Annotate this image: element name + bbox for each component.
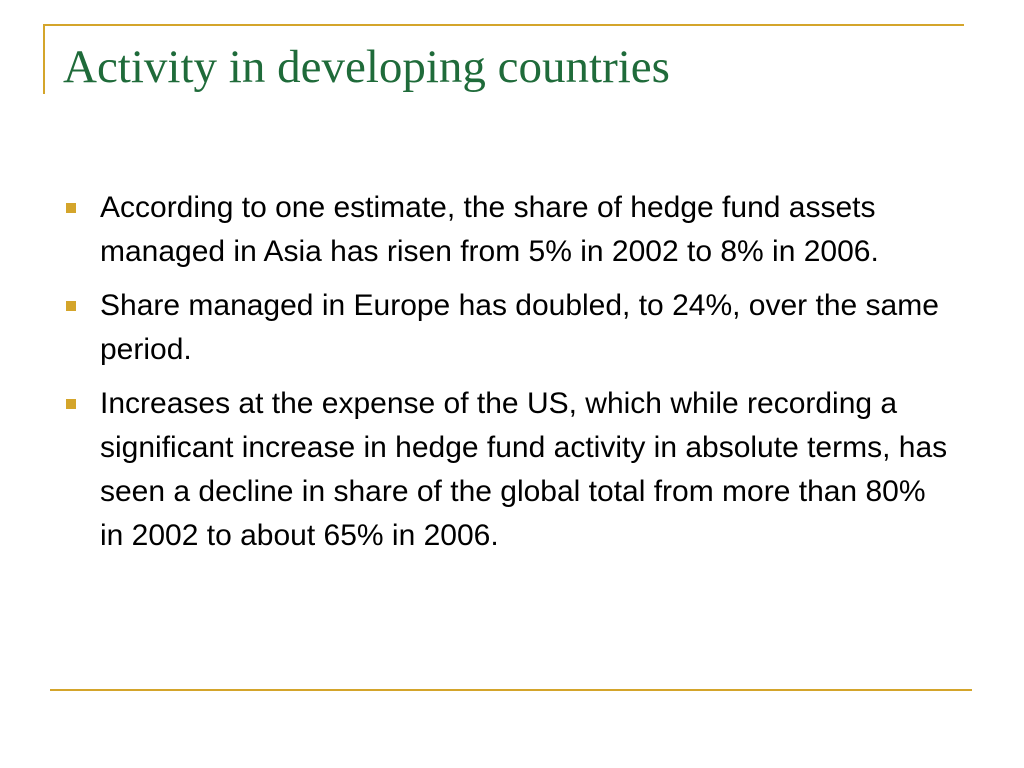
slide-title: Activity in developing countries	[63, 41, 670, 93]
bullet-text: According to one estimate, the share of hedge fund assets managed in Asia has risen from 5% in 2002 to 8% in 2006.	[100, 191, 879, 268]
bottom-rule	[50, 689, 972, 691]
bullet-text: Share managed in Europe has doubled, to 24%, over the same period.	[100, 289, 939, 366]
bullet-text: Increases at the expense of the US, which while recording a significant increase in hedge fund activity in absolute terms, has seen a decline in share of the global total from more than 80% in 2002 to about 65% in 2006.	[100, 387, 948, 552]
top-rule	[43, 24, 964, 26]
bullet-square-icon	[66, 399, 76, 409]
bullet-item	[62, 382, 952, 558]
bullet-square-icon	[66, 203, 76, 213]
bullet-item	[62, 284, 952, 372]
bullet-list	[62, 186, 952, 568]
left-rule	[43, 24, 45, 94]
bullet-square-icon	[66, 301, 76, 311]
bullet-item	[62, 186, 952, 274]
